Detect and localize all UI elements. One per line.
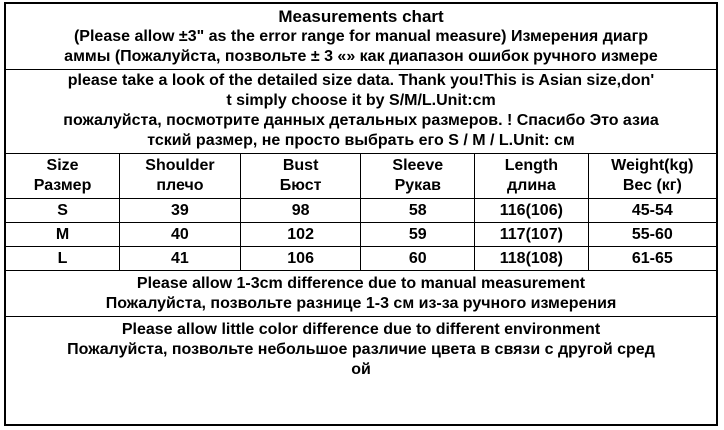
cell-size: M (6, 223, 120, 247)
table-row (6, 199, 716, 223)
size-intro (6, 70, 716, 154)
column-header-label-en: Bust (282, 157, 319, 174)
chart-title: Measurements chart (278, 7, 444, 26)
measurement-difference-note (6, 271, 716, 317)
color-difference-note (6, 317, 716, 382)
cell-length: 116(106) (475, 199, 589, 223)
table-header-row (6, 154, 716, 199)
cell-weight: 55-60 (588, 223, 716, 247)
intro-line-1: please take a look of the detailed size data. Thank you!This is Asian size,don' (67, 72, 655, 89)
cell-weight: 61-65 (588, 247, 716, 271)
column-header-weight (588, 154, 716, 199)
size-table (6, 154, 716, 271)
column-header-label-ru: Размер (33, 177, 92, 194)
cell-sleeve: 59 (361, 223, 475, 247)
intro-line-4: тский размер, не просто выбрать его S / M / L.Unit: см (147, 132, 575, 149)
error-range-note-line-2: аммы (Пожалуйста, позвольте ± 3 «» как диапазон ошибок ручного измере (64, 48, 658, 65)
cell-shoulder: 39 (120, 199, 241, 223)
cell-length: 117(107) (475, 223, 589, 247)
cell-bust: 102 (240, 223, 361, 247)
cell-sleeve: 58 (361, 199, 475, 223)
column-header-label-en: Weight(kg) (611, 157, 694, 174)
cell-length: 118(108) (475, 247, 589, 271)
color-note-line-ru: Пожалуйста, позвольте небольшое различие цвета в связи с другой сред (67, 341, 655, 358)
cell-bust: 106 (240, 247, 361, 271)
error-range-note-line-1: (Please allow ±3" as the error range for manual measure) Измерения диагр (73, 28, 649, 45)
column-header-label-en: Length (504, 157, 559, 174)
measurement-note-line-en: Please allow 1-3cm difference due to manual measurement (136, 275, 586, 292)
cell-bust: 98 (240, 199, 361, 223)
intro-line-2: t simply choose it by S/M/L.Unit:cm (226, 92, 496, 109)
column-header-shoulder (120, 154, 241, 199)
cell-sleeve: 60 (361, 247, 475, 271)
measurements-chart (4, 2, 718, 426)
column-header-bust (240, 154, 361, 199)
cell-size: L (6, 247, 120, 271)
intro-line-3: пожалуйста, посмотрите данных детальных размеров. ! Спасибо Это азиа (63, 112, 659, 129)
cell-weight: 45-54 (588, 199, 716, 223)
chart-header (6, 4, 716, 70)
column-header-label-ru: длина (507, 177, 556, 194)
column-header-label-ru: Бюст (279, 177, 322, 194)
column-header-label-en: Size (46, 157, 79, 174)
column-header-length (475, 154, 589, 199)
column-header-label-ru: Вес (кг) (622, 177, 682, 194)
color-note-line-ru-wrap: ой (351, 361, 371, 378)
table-row (6, 223, 716, 247)
color-note-line-en: Please allow little color difference due to different environment (121, 321, 601, 338)
cell-shoulder: 40 (120, 223, 241, 247)
column-header-label-ru: плечо (156, 177, 204, 194)
measurement-note-line-ru: Пожалуйста, позвольте разнице 1-3 см из-за ручного измерения (105, 295, 617, 312)
cell-size: S (6, 199, 120, 223)
column-header-label-ru: Рукав (394, 177, 441, 194)
cell-shoulder: 41 (120, 247, 241, 271)
column-header-size (6, 154, 120, 199)
column-header-label-en: Sleeve (392, 157, 444, 174)
column-header-sleeve (361, 154, 475, 199)
column-header-label-en: Shoulder (145, 157, 215, 174)
table-row (6, 247, 716, 271)
